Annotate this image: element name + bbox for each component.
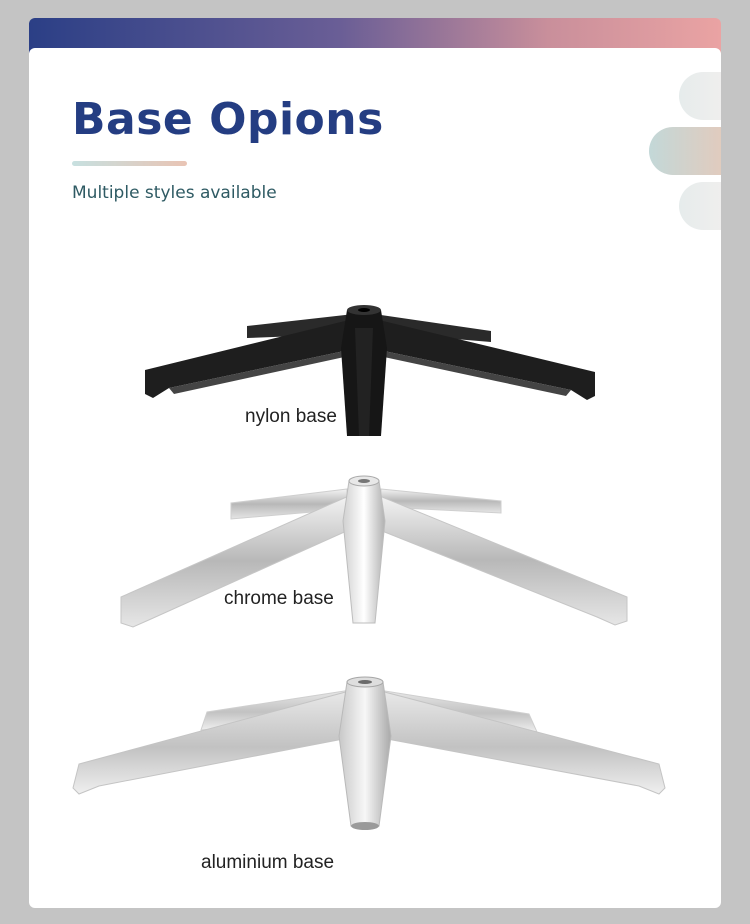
decor-pill-middle: [649, 127, 721, 175]
aluminium-base-label: aluminium base: [201, 852, 335, 873]
chrome-base-image: [29, 473, 721, 628]
title-underline: [72, 161, 187, 166]
aluminium-base-image: [29, 676, 721, 841]
chrome-base-figure: [29, 473, 721, 628]
decor-pill-bottom: [679, 182, 721, 230]
nylon-base-image: [29, 298, 721, 443]
page-title: Base Opions: [72, 94, 384, 145]
aluminium-base-figure: [29, 676, 721, 873]
page-subtitle: Multiple styles available: [72, 183, 277, 203]
decor-pill-top: [679, 72, 721, 120]
nylon-base-figure: [29, 298, 721, 443]
chrome-base-label: chrome base: [224, 588, 334, 609]
nylon-base-label: nylon base: [245, 406, 337, 427]
content-card: [29, 48, 721, 908]
